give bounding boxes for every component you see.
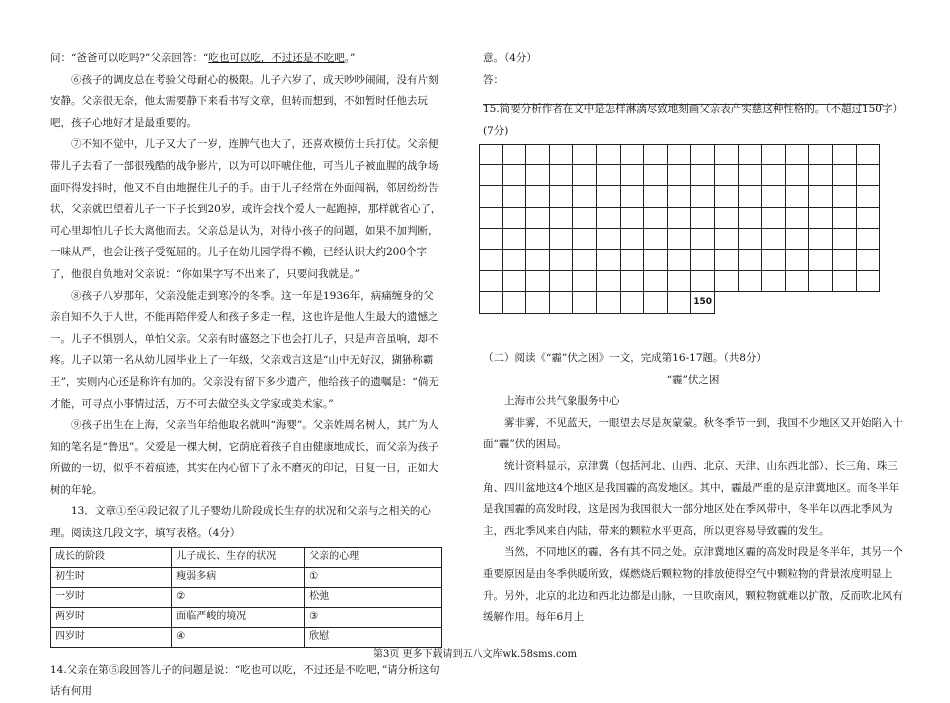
grid-cell[interactable] [715,186,739,207]
grid-cell[interactable] [786,250,810,271]
grid-cell[interactable] [739,186,763,207]
grid-cell[interactable] [597,186,621,207]
grid-cell[interactable] [739,271,763,292]
grid-cell[interactable] [644,271,668,292]
grid-cell[interactable] [715,165,739,186]
question-13: 13．文章①至④段记叙了儿子婴幼儿阶段成长生存的状况和父亲与之相关的心理。阅读这几段文字，填写表格。（4分） [50,505,431,540]
grid-row [479,292,880,313]
grid-cell[interactable] [668,271,692,292]
grid-cell[interactable] [479,144,503,165]
grid-cell[interactable] [573,208,597,229]
grid-cell[interactable] [526,208,550,229]
grid-cell[interactable] [644,208,668,229]
grid-cell[interactable] [526,271,550,292]
grid-row [479,229,880,250]
grid-cell[interactable] [668,186,692,207]
grid-row [479,144,880,165]
section-2-heading: （二）阅读《“霾”伏之困》一文，完成第16-17题。（共8分） [483,352,767,364]
table-cell: 初生时 [51,567,172,587]
article-paragraph-1: 雾非雾，不见蓝天，一眼望去尽是灰蒙蒙。秋冬季节一到，我国不少地区又开始陷入十面“霾”伏的困局。 [483,416,903,451]
grid-cell[interactable] [597,292,621,313]
grid-cell[interactable] [621,271,645,292]
grid-cell[interactable] [503,208,527,229]
grid-cell[interactable] [526,165,550,186]
grid-cell[interactable] [644,250,668,271]
grid-cell[interactable] [479,186,503,207]
grid-cell[interactable] [691,229,715,250]
grid-cell[interactable] [526,292,550,313]
grid-cell[interactable] [833,165,857,186]
grid-cell[interactable] [597,165,621,186]
grid-cell[interactable] [573,186,597,207]
table-cell: ④ [172,627,305,647]
table-cell: 欣慰 [305,627,442,647]
grid-cell[interactable] [479,229,503,250]
grid-cell[interactable] [597,250,621,271]
grid-cell[interactable] [479,292,503,313]
table-header: 儿子成长、生存的状况 [172,547,305,567]
grid-cell[interactable] [739,229,763,250]
grid-cell[interactable] [762,250,786,271]
grid-cell[interactable] [739,144,763,165]
grid-cell[interactable] [668,250,692,271]
table-cell: 面临严峻的境况 [172,607,305,627]
grid-cell[interactable] [691,144,715,165]
grid-cell[interactable] [739,250,763,271]
grid-cell[interactable] [762,229,786,250]
grid-cell[interactable] [691,271,715,292]
grid-cell[interactable] [762,271,786,292]
article-title: “霾”伏之困 [666,373,720,386]
table-row [51,567,442,587]
grid-cell[interactable] [715,271,739,292]
grid-cell[interactable] [573,271,597,292]
grid-cell[interactable] [833,250,857,271]
question-13-table [50,547,442,648]
grid-cell[interactable] [621,165,645,186]
paragraph-8: ⑧孩子八岁那年，父亲没能走到寒冷的冬季。这一年是1936年，病痛缠身的父亲自知不久于人世，不能再陪伴爱人和孩子多走一程，这也许是他人生最大的遗憾之一。儿子不惧别人，单怕父亲。父亲有时盛怒之下也会打儿子，只是声音虽响，却不疼。儿子以第一名从幼儿园毕业上了一年级，父亲戏言这是“山中无好汉，猢狲称霸王”，实则内心还是称许有加的。父亲没有留下多少遗产，他给孩子的遗嘱是：“倘无才能，可寻点小事情过活，万不可去做空头文学家或美术家。” [50,289,439,410]
grid-cell[interactable] [668,208,692,229]
grid-cell[interactable] [809,250,833,271]
grid-cell[interactable] [550,229,574,250]
grid-cell[interactable] [526,186,550,207]
grid-cell[interactable] [786,186,810,207]
writing-grid [479,144,880,314]
grid-cell[interactable] [621,250,645,271]
article-paragraph-3: 当然，不同地区的霾，各有其不同之处。京津冀地区霾的高发时段是冬半年，其另一个重要原因是由冬季供暖所致，煤燃烧后颗粒物的排放使得空气中颗粒物的背景浓度明显上升。另外，北京的北边和西北边都是山脉，一旦吹南风，颗粒物就难以扩散，反而吹北风有缓解作用。每年6月上 [483,546,903,624]
table-header-row [51,547,442,567]
grid-cell[interactable] [762,186,786,207]
grid-cell[interactable] [479,271,503,292]
grid-cell[interactable] [857,165,881,186]
grid-cell[interactable] [503,229,527,250]
grid-cell[interactable] [621,292,645,313]
grid-cell[interactable] [857,250,881,271]
grid-cell[interactable] [833,229,857,250]
grid-cell[interactable] [526,144,550,165]
question-14: 14.父亲在第⑤段回答儿子的问题是说：“吃也可以吃，不过还是不吃吧，”请分析这句话有何用 [50,663,440,698]
grid-cell[interactable] [809,165,833,186]
grid-cell[interactable] [715,229,739,250]
grid-cell[interactable] [857,271,881,292]
grid-cell[interactable] [597,144,621,165]
table-cell: 一岁时 [51,587,172,607]
grid-cell[interactable] [621,144,645,165]
grid-cell[interactable] [833,208,857,229]
grid-cell[interactable] [691,186,715,207]
grid-cell[interactable] [691,208,715,229]
grid-row [479,208,880,229]
grid-cell[interactable] [550,292,574,313]
grid-cell[interactable] [762,208,786,229]
question-14-continued: 意。（4分） [483,52,537,64]
grid-cell[interactable] [857,186,881,207]
left-column [50,0,442,703]
table-cell: 瘦弱多病 [172,567,305,587]
grid-cell[interactable] [526,250,550,271]
grid-cell[interactable] [644,186,668,207]
grid-cell[interactable] [479,250,503,271]
grid-cell[interactable] [573,165,597,186]
paragraph-5-end: 问：“爸爸可以吃吗?”父亲回答：“吃也可以吃，不过还是不吃吧。” [50,52,356,64]
grid-cell[interactable] [621,208,645,229]
article-author: 上海市公共气象服务中心 [504,395,620,408]
grid-cell[interactable] [503,271,527,292]
grid-cell[interactable] [668,144,692,165]
grid-cell[interactable] [786,229,810,250]
grid-cell[interactable] [479,208,503,229]
grid-cell[interactable] [786,165,810,186]
grid-cell[interactable] [621,186,645,207]
grid-cell[interactable] [550,186,574,207]
grid-cell[interactable] [857,229,881,250]
grid-cell[interactable] [786,208,810,229]
grid-cell[interactable] [526,229,550,250]
grid-cell[interactable] [691,165,715,186]
grid-cell[interactable] [503,292,527,313]
grid-cell[interactable] [739,208,763,229]
grid-cell[interactable] [573,250,597,271]
grid-cell[interactable] [668,165,692,186]
grid-cell[interactable] [809,208,833,229]
answer-line [483,104,883,105]
table-cell: 两岁时 [51,607,172,627]
grid-cell[interactable] [857,144,881,165]
grid-row [479,250,880,271]
question-15: 15.简要分析作者在文中是怎样淋漓尽致地刻画父亲表产实慈这种性格的。（不超过150字）(7分) [483,103,903,137]
grid-cell[interactable] [857,208,881,229]
grid-cell[interactable] [597,208,621,229]
grid-cell[interactable] [809,229,833,250]
grid-cell[interactable] [809,144,833,165]
grid-cell[interactable] [762,144,786,165]
grid-cell[interactable] [503,250,527,271]
grid-cell[interactable] [479,165,503,186]
reading-section-2 [483,348,903,629]
grid-cell[interactable] [644,144,668,165]
paragraph-6: ⑥孩子的调皮总在考验父母耐心的极限。儿子六岁了，成天吵吵闹闹，没有片刻安静。父亲很无奈，他太需要静下来看书写文章，但转而想到，不如暂时任他去玩吧，孩子心地好才是最重要的。 [50,73,439,129]
grid-cell[interactable] [573,292,597,313]
table-cell: 松弛 [305,587,442,607]
grid-row [479,165,880,186]
grid-cell[interactable] [739,165,763,186]
article-paragraph-2: 统计资料显示，京津冀（包括河北、山西、北京、天津、山东西北部）、长三角、珠三角、四川盆地这4个地区是我国霾的高发地区。其中，霾最严重的是京津冀地区。而冬半年是我国霾的高发时段，这是因为我国很大一部分地区处在季风带中，冬半年以西北季风为主，西北季风来自内陆，带来的颗粒水平更高，所以更容易导致霾的发生。 [483,459,900,537]
grid-cell[interactable] [833,186,857,207]
table-row [51,607,442,627]
table-header: 父亲的心理 [305,547,442,567]
grid-cell[interactable] [809,271,833,292]
table-row [51,587,442,607]
table-cell: ② [172,587,305,607]
right-column [483,0,903,142]
grid-cell[interactable] [597,229,621,250]
grid-cell[interactable] [597,271,621,292]
grid-cell[interactable] [786,144,810,165]
underlined-quote: 吃也可以吃，不过还是不吃吧 [208,52,345,64]
grid-cell[interactable] [503,165,527,186]
grid-cell[interactable] [503,186,527,207]
grid-cell[interactable] [503,144,527,165]
grid-cell[interactable] [550,271,574,292]
grid-cell[interactable] [573,229,597,250]
table-cell: 四岁时 [51,627,172,647]
table-cell: ① [305,567,442,587]
grid-cell[interactable] [550,165,574,186]
grid-cell[interactable] [644,165,668,186]
grid-cell[interactable] [809,186,833,207]
paragraph-7: ⑦不知不觉中，儿子又大了一岁，连脾气也大了，还喜欢模仿士兵打仗。父亲便带儿子去看了一部很残酷的战争影片，以为可以吓唬住他，可当儿子被血腥的战争场面吓得发抖时，他又不自由地握住儿子的手。由于儿子经常在外面闯祸，邻居纷纷告状，父亲就巴望着儿子一下子长到20岁，或许会找个爱人一起跑掉，那样就省心了，可心里却怕儿子长大离他而去。父亲总是认为，对待小孩子的问题，如果不加判断，一味从严，也会让孩子受冤屈的。儿子在幼儿园学得不赖，已经认识大约200个字了，他很自负地对父亲说：“你如果字写不出来了，只要问我就是。” [50,138,442,280]
grid-cell[interactable] [644,229,668,250]
paragraph-9: ⑨孩子出生在上海，父亲当年给他取名就叫“海婴”。父亲姓周名树人，其广为人知的笔名是“鲁迅”。父爱是一棵大树，它荫庇着孩子自由健康地成长，而父亲为孩子所做的一切，似乎不着痕迹，其实在内心留下了永不磨灭的印记，日复一日，正如大树的年轮。 [50,419,439,496]
grid-cell[interactable] [550,208,574,229]
table-cell: ③ [305,607,442,627]
grid-cell[interactable] [550,144,574,165]
grid-cell[interactable] [668,229,692,250]
answer-label: 答： [483,73,504,86]
grid-cell[interactable] [691,250,715,271]
grid-cell[interactable] [644,292,668,313]
table-header: 成长的阶段 [51,547,172,567]
grid-count-marker[interactable]: 150 [691,292,715,313]
grid-cell[interactable] [833,144,857,165]
page-footer: 第3页 更多下载请到五八文库wk.58sms.com [372,649,578,660]
grid-cell[interactable] [668,292,692,313]
grid-row [479,186,880,207]
grid-cell[interactable] [715,144,739,165]
grid-cell[interactable] [573,144,597,165]
grid-cell[interactable] [762,165,786,186]
grid-cell[interactable] [833,271,857,292]
grid-cell[interactable] [786,271,810,292]
grid-cell[interactable] [621,229,645,250]
grid-cell[interactable] [715,208,739,229]
grid-cell[interactable] [550,250,574,271]
grid-row [479,271,880,292]
grid-cell[interactable] [715,250,739,271]
